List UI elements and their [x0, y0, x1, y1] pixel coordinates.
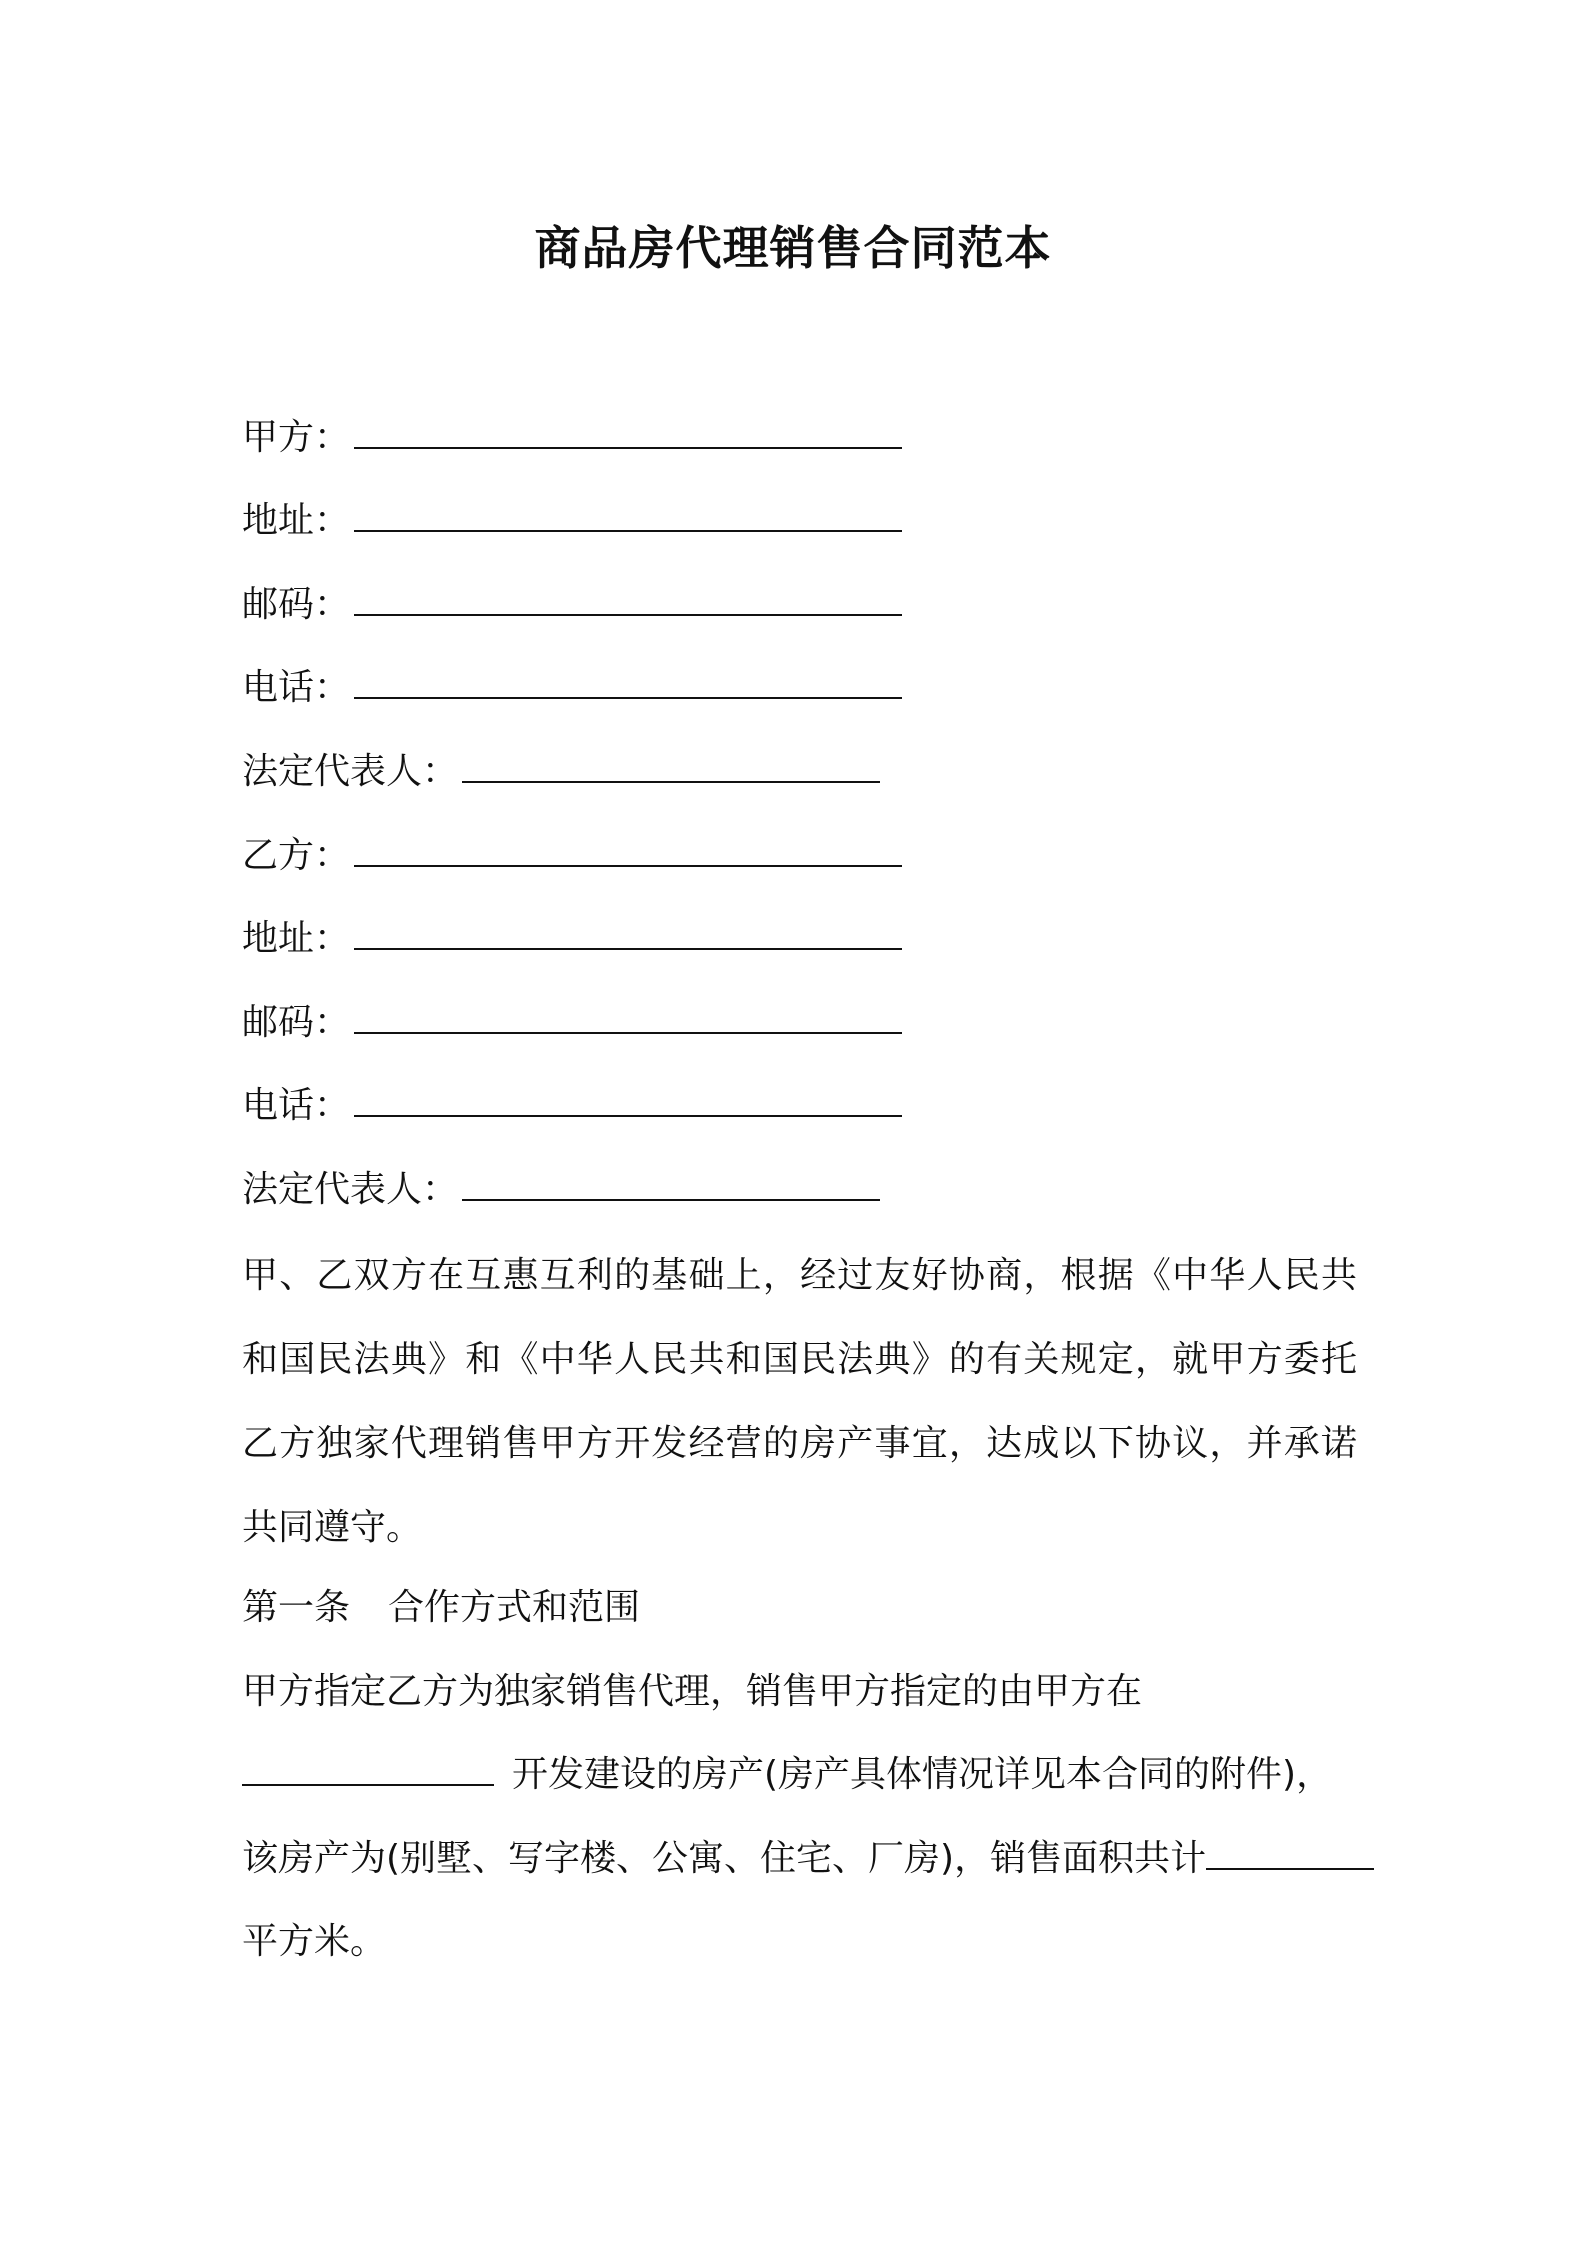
article-1-number: 第一条 — [242, 1587, 351, 1628]
party-b-postcode-field — [242, 999, 902, 1047]
party-a-legal-rep-label: 法定代表人： — [242, 751, 459, 792]
party-b-name-field — [242, 832, 902, 880]
party-a-name-field — [242, 414, 902, 462]
party-a-name-label: 甲方： — [242, 417, 351, 458]
party-b-name-blank[interactable] — [354, 835, 902, 867]
party-b-legal-rep-blank[interactable] — [462, 1169, 880, 1201]
party-a-address-field — [242, 497, 902, 545]
preamble-paragraph: 甲、乙双方在互惠互利的基础上，经过友好协商，根据《中华人民共和国民法典》和《中华人民共和国民法典》的有关规定，就甲方委托乙方独家代理销售甲方开发经营的房产事宜，达成以下协议，并承诺共同遵守。 — [242, 1255, 1357, 1548]
article-1-line-2-text: 开发建设的房产(房产具体情况详见本合同的附件)， — [512, 1754, 1333, 1795]
party-a-address-label: 地址： — [242, 500, 351, 541]
party-b-postcode-blank[interactable] — [354, 1002, 902, 1034]
party-b-address-blank[interactable] — [354, 918, 902, 950]
development-location-blank[interactable] — [242, 1754, 494, 1786]
party-a-postcode-field — [242, 581, 902, 629]
party-b-postcode-label: 邮码： — [242, 1002, 351, 1043]
party-b-address-label: 地址： — [242, 918, 351, 959]
article-1-line-3 — [242, 1835, 1374, 1883]
article-1-heading — [242, 1584, 640, 1632]
party-b-address-field — [242, 915, 902, 963]
document-title: 商品房代理销售合同范本 — [534, 221, 1052, 275]
party-a-name-blank[interactable] — [354, 417, 902, 449]
article-1-title: 合作方式和范围 — [388, 1587, 641, 1628]
party-a-postcode-blank[interactable] — [354, 584, 902, 616]
article-1-line-2 — [242, 1751, 1332, 1799]
party-a-postcode-label: 邮码： — [242, 584, 351, 625]
sales-area-blank[interactable] — [1206, 1838, 1374, 1870]
party-b-phone-label: 电话： — [242, 1085, 351, 1126]
party-a-phone-field — [242, 664, 902, 712]
party-b-legal-rep-field — [242, 1166, 880, 1214]
party-a-phone-blank[interactable] — [354, 667, 902, 699]
article-1-line-4: 平方米。 — [242, 1921, 387, 1962]
article-1-line-3-text: 该房产为(别墅、写字楼、公寓、住宅、厂房)，销售面积共计 — [242, 1838, 1207, 1879]
party-b-name-label: 乙方： — [242, 835, 351, 876]
party-a-legal-rep-blank[interactable] — [462, 751, 880, 783]
party-a-address-blank[interactable] — [354, 500, 902, 532]
party-a-phone-label: 电话： — [242, 667, 351, 708]
article-1-line-1: 甲方指定乙方为独家销售代理，销售甲方指定的由甲方在 — [242, 1671, 1143, 1712]
party-b-phone-blank[interactable] — [354, 1085, 902, 1117]
party-b-phone-field — [242, 1082, 902, 1130]
party-a-legal-rep-field — [242, 748, 880, 796]
party-b-legal-rep-label: 法定代表人： — [242, 1169, 459, 1210]
